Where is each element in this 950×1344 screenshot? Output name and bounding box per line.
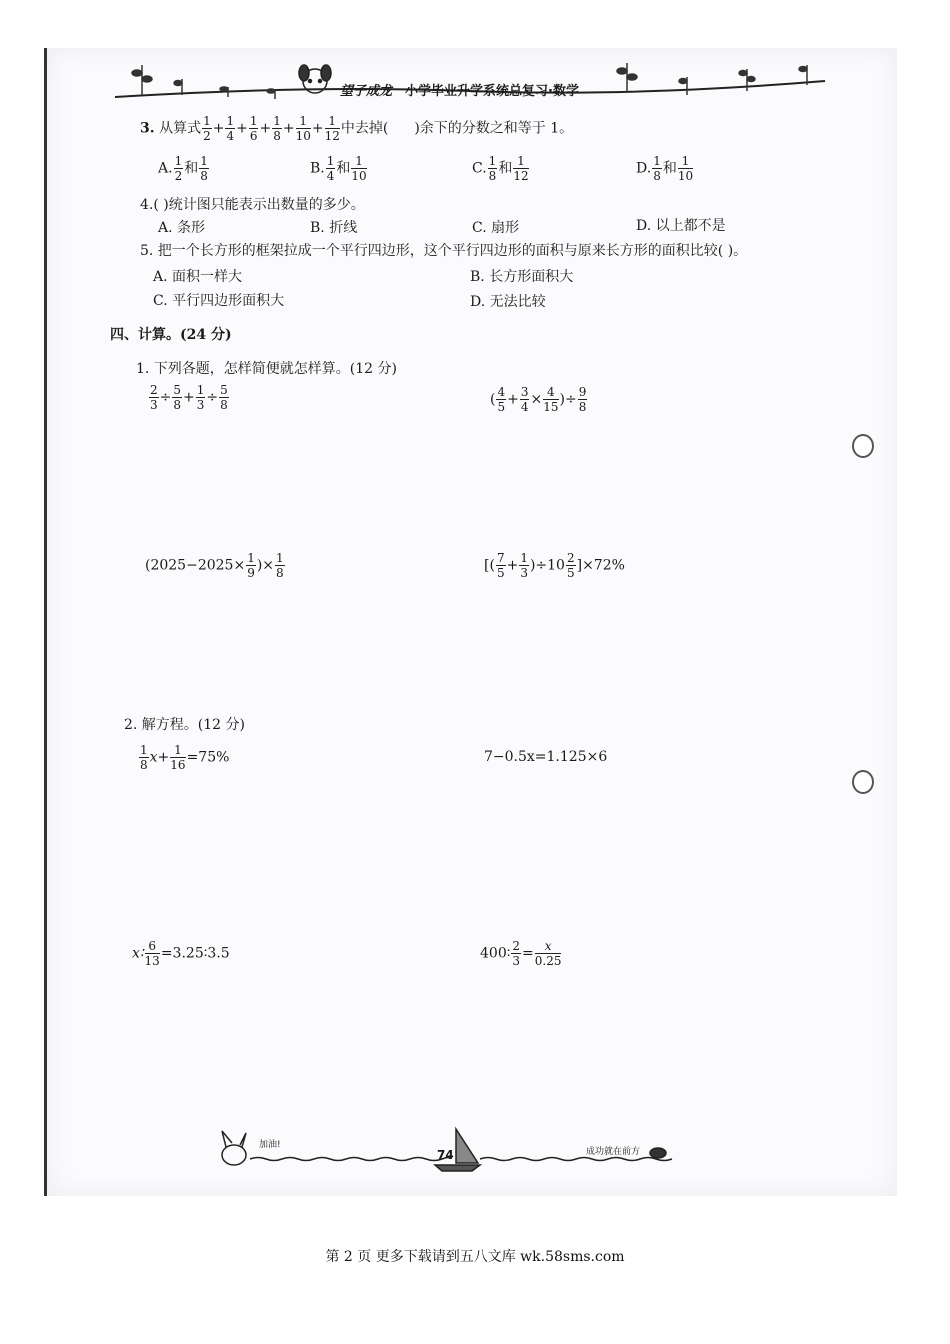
equation-2: 7−0.5x=1.125×6 bbox=[484, 749, 608, 765]
q3-frac-1: $\frac{1}{2}$ bbox=[203, 114, 211, 143]
cheer-text: 加油! bbox=[259, 1140, 281, 1150]
q4-option-a: A. 条形 bbox=[158, 220, 206, 236]
q3-frac-2: $\frac{1}{4}$ bbox=[226, 114, 235, 143]
q5-option-b: B. 长方形面积大 bbox=[470, 269, 574, 285]
q3-option-a: A. $\frac{1}{2}$ 和 $\frac{1}{8}$ bbox=[158, 154, 208, 183]
header-title: 小学毕业升学系统总复习·数学 bbox=[405, 84, 579, 99]
part-2-title: 2. 解方程。(12 分) bbox=[124, 717, 245, 733]
q5-option-a: A. 面积一样大 bbox=[153, 269, 243, 285]
equation-1: $\frac{1}{8}$ x+ $\frac{1}{16}$ =75% bbox=[140, 743, 230, 772]
part-1-title: 1. 下列各题，怎样简便就怎样算。(12 分) bbox=[136, 361, 397, 377]
q3-frac-6: $\frac{1}{12}$ bbox=[324, 114, 340, 143]
q5-option-d: D. 无法比较 bbox=[470, 294, 546, 310]
punch-hole-bottom bbox=[852, 770, 874, 794]
q3-frac-4: $\frac{1}{8}$ bbox=[273, 114, 281, 143]
q3-frac-3: $\frac{1}{6}$ bbox=[249, 114, 258, 143]
question-4: 4.( )统计图只能表示出数量的多少。 bbox=[140, 197, 365, 213]
equation-4: 400∶ $\frac{2}{3}$ = $\frac{x}{0.25}$ bbox=[480, 939, 562, 968]
q4-option-b: B. 折线 bbox=[310, 220, 358, 236]
q4-option-c: C. 扇形 bbox=[472, 220, 520, 236]
q3-option-d: D. $\frac{1}{8}$ 和 $\frac{1}{10}$ bbox=[636, 154, 694, 183]
motto-text: 成功就在前方 bbox=[586, 1147, 641, 1157]
equation-3: x∶ $\frac{6}{13}$ =3.25∶3.5 bbox=[132, 939, 230, 968]
q5-option-c: C. 平行四边形面积大 bbox=[153, 293, 285, 309]
problem-3: (2025−2025× $\frac{1}{9}$ )× $\frac{1}{8}$ bbox=[145, 551, 284, 580]
problem-2: ( $\frac{4}{5}$ + $\frac{3}{4}$ × $\frac{4}{15}$ )÷ $\frac{9}{8}$ bbox=[490, 385, 587, 414]
header-brand: 望子成龙 bbox=[340, 84, 393, 99]
footer-download-text: 第 2 页 更多下载请到五八文库 wk.58sms.com bbox=[325, 1249, 625, 1265]
q4-option-d: D. 以上都不是 bbox=[636, 218, 726, 234]
page-number: 74 bbox=[437, 1148, 454, 1162]
section-4-heading: 四、计算。(24 分) bbox=[110, 327, 232, 343]
q3-option-b: B. $\frac{1}{4}$ 和 $\frac{1}{10}$ bbox=[310, 154, 367, 183]
q3-option-c: C. $\frac{1}{8}$ 和 $\frac{1}{12}$ bbox=[472, 154, 529, 183]
problem-4: [( $\frac{7}{5}$ + $\frac{1}{3}$ )÷10 $\frac{2}{5}$ ]×72% bbox=[484, 551, 625, 580]
q3-frac-5: $\frac{1}{10}$ bbox=[295, 114, 311, 143]
problem-1: $\frac{2}{3}$ ÷ $\frac{5}{8}$ + $\frac{1}{3}$ ÷ $\frac{5}{8}$ bbox=[150, 383, 228, 412]
question-5: 5. 把一个长方形的框架拉成一个平行四边形，这个平行四边形的面积与原来长方形的面积比较( )。 bbox=[140, 243, 748, 259]
question-3: 3. 从算式 $\frac{1}{2}$ + $\frac{1}{4}$ + $\frac{1}{6}$ + $\frac{1}{8}$ + $\frac{1}{10}$ + $\frac{1}{12}$ 中去掉( )余下的分数之和等于 1。 bbox=[140, 114, 574, 143]
punch-hole-top bbox=[852, 434, 874, 458]
